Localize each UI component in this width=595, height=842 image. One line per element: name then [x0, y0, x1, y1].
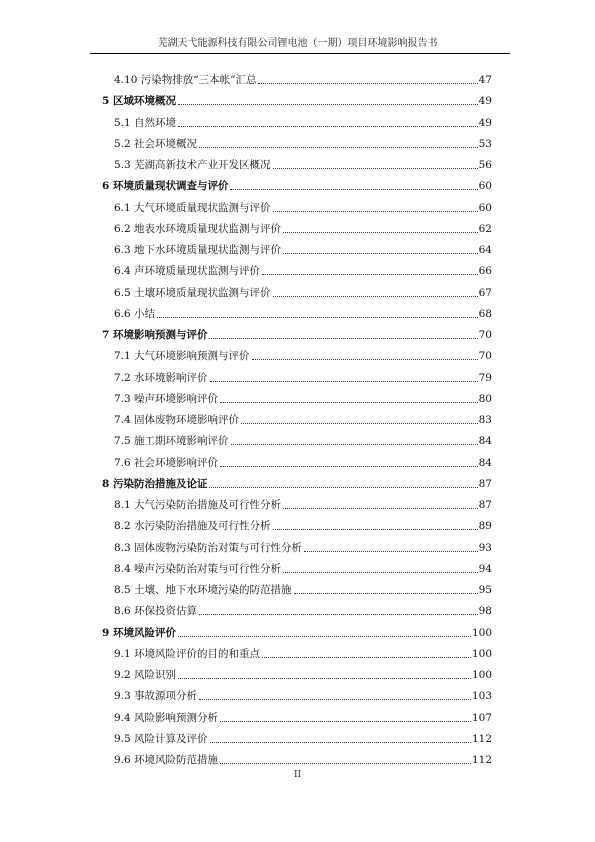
toc-section-entry[interactable] [114, 431, 492, 447]
toc-section-entry[interactable] [114, 70, 492, 86]
toc-entry-title: 6.2 地表水环境质量现状监测与评价 [114, 222, 282, 235]
toc-entry-title: 8.4 噪声污染防治对策与可行性分析 [114, 562, 282, 575]
toc-entry-title: 6.4 声环境质量现状监测与评价 [114, 265, 261, 278]
toc-chapter-entry[interactable] [102, 325, 492, 341]
toc-dot-leader [283, 572, 478, 573]
toc-entry-title: 9 环境风险评价 [102, 626, 176, 639]
toc-dot-leader [283, 253, 478, 254]
header-rule [90, 53, 510, 54]
toc-section-entry[interactable] [114, 155, 492, 171]
toc-section-entry[interactable] [114, 283, 492, 299]
toc-entry-title: 7.4 固体废物环境影响评价 [114, 414, 240, 426]
toc-dot-leader [294, 593, 478, 594]
toc-entry-page: 107 [471, 711, 492, 724]
toc-entry-page: 80 [478, 392, 492, 405]
toc-dot-leader [220, 721, 471, 722]
toc-entry-page: 67 [478, 286, 492, 299]
toc-dot-leader [199, 614, 478, 615]
toc-entry-title: 9.4 风险影响预测分析 [114, 711, 219, 724]
toc-entry-page: 79 [478, 371, 492, 384]
toc-entry-page: 100 [471, 626, 492, 639]
toc-chapter-entry[interactable] [102, 176, 492, 192]
toc-section-entry[interactable] [114, 601, 492, 617]
toc-section-entry[interactable] [114, 750, 492, 766]
toc-entry-title: 5 区域环境概况 [102, 95, 176, 108]
toc-entry-title: 5.3 芜湖高新技术产业开发区概况 [114, 159, 271, 171]
toc-entry-page: 70 [478, 329, 492, 341]
toc-entry-title: 8.5 土壤、地下水环境污染的防范措施 [114, 584, 292, 596]
toc-entry-title: 9.1 环境风险评价的目的和重点 [114, 647, 261, 660]
toc-entry-title: 6.6 小结 [114, 307, 156, 320]
toc-entry-page: 62 [478, 222, 492, 235]
toc-entry-page: 84 [478, 456, 492, 469]
toc-entry-page: 60 [478, 180, 492, 193]
toc-section-entry[interactable] [114, 198, 492, 214]
toc-section-entry[interactable] [114, 389, 492, 405]
toc-section-entry[interactable] [114, 453, 492, 469]
toc-entry-page: 84 [478, 435, 492, 448]
toc-dot-leader [199, 147, 478, 148]
toc-entry-page: 87 [478, 499, 492, 511]
toc-section-entry[interactable] [114, 410, 492, 426]
toc-entry-title: 9.3 事故源项分析 [114, 690, 198, 703]
toc-entry-title: 8.1 大气污染防治措施及可行性分析 [114, 499, 282, 511]
toc-entry-page: 94 [478, 562, 492, 575]
toc-dot-leader [199, 699, 471, 700]
toc-section-entry[interactable] [114, 346, 492, 362]
toc-dot-leader [178, 636, 471, 637]
toc-dot-leader [220, 466, 478, 467]
toc-entry-title: 4.10 污染物排放“三本帐”汇总 [114, 74, 257, 86]
toc-dot-leader [220, 402, 478, 403]
toc-entry-title: 6.1 大气环境质量现状监测与评价 [114, 201, 271, 214]
toc-section-entry[interactable] [114, 729, 492, 745]
toc-dot-leader [220, 763, 471, 764]
toc-section-entry[interactable] [114, 559, 492, 575]
toc-section-entry[interactable] [114, 261, 492, 277]
toc-section-entry[interactable] [114, 580, 492, 596]
toc-dot-leader [178, 104, 478, 105]
toc-section-entry[interactable] [114, 240, 492, 256]
toc-dot-leader [273, 211, 478, 212]
running-header: 芜湖天弋能源科技有限公司锂电池（一期）项目环境影响报告书 [157, 38, 438, 49]
toc-entry-page: 49 [478, 95, 492, 108]
toc-entry-title: 7.2 水环境影响评价 [114, 371, 208, 384]
toc-dot-leader [209, 338, 477, 339]
toc-entry-title: 6.5 土壤环境质量现状监测与评价 [114, 286, 271, 299]
toc-entry-page: 112 [471, 732, 492, 745]
toc-dot-leader [178, 126, 478, 127]
toc-entry-page: 93 [478, 541, 492, 554]
toc-entry-page: 53 [478, 137, 492, 150]
toc-dot-leader [231, 444, 478, 445]
toc-dot-leader [258, 83, 477, 84]
toc-entry-title: 5.2 社会环境概况 [114, 137, 198, 150]
toc-section-entry[interactable] [114, 134, 492, 150]
toc-entry-page: 70 [478, 350, 492, 363]
toc-entry-title: 7.1 大气环境影响预测与评价 [114, 350, 250, 363]
toc-dot-leader [230, 189, 477, 190]
toc-entry-page: 60 [478, 201, 492, 214]
toc-dot-leader [273, 529, 478, 530]
toc-entry-title: 8 污染防治措施及论证 [102, 477, 208, 490]
toc-entry-title: 6 环境质量现状调查与评价 [102, 180, 229, 193]
toc-dot-leader [262, 274, 478, 275]
toc-entry-page: 66 [478, 265, 492, 278]
toc-section-entry[interactable] [114, 538, 492, 554]
toc-entry-page: 100 [471, 647, 492, 660]
toc-entry-page: 103 [471, 690, 492, 703]
toc-entry-title: 9.2 风险识别 [114, 669, 177, 681]
toc-entry-page: 56 [478, 159, 492, 171]
toc-entry-title: 9.6 环境风险防范措施 [114, 754, 219, 766]
toc-section-entry[interactable] [114, 644, 492, 660]
toc-entry-title: 8.3 固体废物污染防治对策与可行性分析 [114, 541, 303, 554]
toc-chapter-entry[interactable] [102, 474, 492, 490]
toc-entry-page: 95 [478, 584, 492, 596]
toc-dot-leader [157, 317, 478, 318]
toc-entry-page: 112 [471, 754, 492, 766]
toc-entry-page: 47 [478, 74, 492, 86]
toc-dot-leader [210, 742, 471, 743]
toc-entry-page: 83 [478, 414, 492, 426]
toc-section-entry[interactable] [114, 304, 492, 320]
toc-entry-title: 7.3 噪声环境影响评价 [114, 392, 219, 405]
toc-chapter-entry[interactable] [102, 91, 492, 107]
toc-entry-page: 68 [478, 307, 492, 320]
toc-entry-page: 87 [478, 477, 492, 490]
toc-section-entry[interactable] [114, 113, 492, 129]
toc-entry-page: 89 [478, 520, 492, 533]
toc-section-entry[interactable] [114, 495, 492, 511]
toc-entry-title: 9.5 风险计算及评价 [114, 732, 208, 745]
page-number: II [293, 770, 302, 780]
toc-section-entry[interactable] [114, 665, 492, 681]
toc-section-entry[interactable] [114, 219, 492, 235]
toc-entry-title: 6.3 地下水环境质量现状监测与评价 [114, 244, 282, 256]
toc-dot-leader [210, 381, 478, 382]
toc-section-entry[interactable] [114, 368, 492, 384]
toc-dot-leader [273, 168, 478, 169]
toc-dot-leader [273, 296, 478, 297]
toc-dot-leader [283, 232, 478, 233]
toc-dot-leader [209, 487, 477, 488]
toc-dot-leader [283, 508, 478, 509]
toc-entry-title: 7.5 施工期环境影响评价 [114, 435, 229, 448]
toc-dot-leader [252, 359, 478, 360]
toc-entry-page: 98 [478, 605, 492, 618]
toc-chapter-entry[interactable] [102, 623, 492, 639]
toc-dot-leader [304, 551, 478, 552]
toc-dot-leader [178, 678, 471, 679]
toc-dot-leader [262, 657, 471, 658]
toc-entry-title: 7.6 社会环境影响评价 [114, 456, 219, 469]
toc-entry-title: 8.2 水污染防治措施及可行性分析 [114, 520, 271, 533]
toc-dot-leader [241, 423, 478, 424]
toc-section-entry[interactable] [114, 708, 492, 724]
toc-entry-title: 7 环境影响预测与评价 [102, 329, 208, 341]
toc-entry-title: 5.1 自然环境 [114, 116, 177, 129]
toc-entry-page: 64 [478, 244, 492, 256]
toc-entry-page: 49 [478, 116, 492, 129]
toc-entry-title: 8.6 环保投资估算 [114, 605, 198, 618]
toc-section-entry[interactable] [114, 516, 492, 532]
toc-section-entry[interactable] [114, 686, 492, 702]
toc-entry-page: 100 [471, 669, 492, 681]
